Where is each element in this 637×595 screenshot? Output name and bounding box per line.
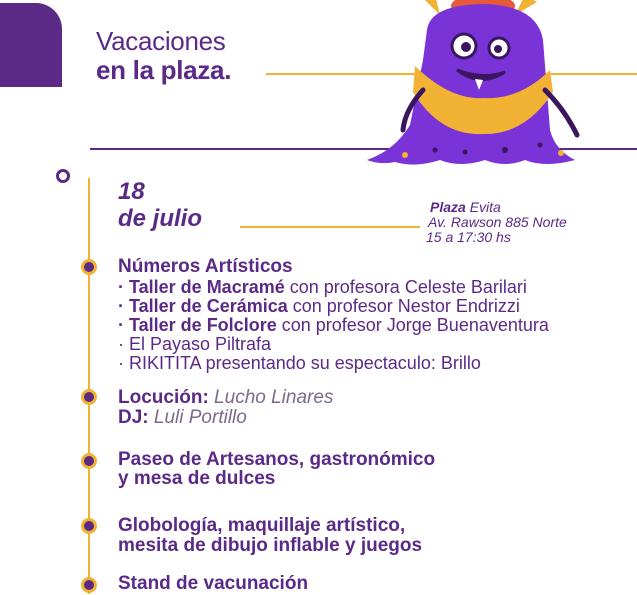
list-item: · RIKITITA presentando su espectaculo: Brillo [118, 353, 481, 373]
date-month: de julio [118, 205, 202, 232]
list-item: · Taller de Folclore con profesor Jorge Buenaventura [118, 315, 549, 335]
section-title-stand: Stand de vacunación [118, 573, 309, 594]
dj-line: DJ: Luli Portillo [118, 407, 247, 428]
venue-address: Av. Rawson 885 Norte [428, 214, 567, 230]
venue-time: 15 a 17:30 hs [426, 229, 511, 245]
section-title-paseo: Paseo de Artesanos, gastronómico [118, 449, 436, 470]
title-line-2: en la plaza. [96, 55, 232, 85]
section-subtitle-globologia: mesita de dibujo inflable y juegos [118, 535, 423, 556]
timeline-start-dot [56, 169, 70, 183]
section-title-globologia: Globología, maquillaje artístico, [118, 515, 406, 536]
corner-decoration [0, 3, 62, 87]
list-item: · El Payaso Piltrafa [118, 334, 272, 354]
timeline-dot [81, 518, 97, 534]
list-item: · Taller de Cerámica con profesor Nestor Endrizzi [118, 296, 520, 316]
timeline-dot [81, 259, 97, 275]
timeline-dot [81, 453, 97, 469]
section-subtitle-paseo: y mesa de dulces [118, 468, 276, 489]
timeline-dot [81, 577, 97, 593]
list-item: · Taller de Macramé con profesora Celeste Barilari [118, 277, 527, 297]
date-underline [240, 226, 420, 228]
monster-mascot-illustration [365, 0, 580, 168]
timeline-dot [81, 389, 97, 405]
venue-name: Plaza Evita [430, 199, 501, 215]
date-day: 18 [118, 178, 145, 205]
locucion-line: Locución: Lucho Linares [118, 387, 334, 408]
title-line-1: Vacaciones [96, 26, 226, 56]
section-title-numeros: Números Artísticos [118, 256, 293, 277]
